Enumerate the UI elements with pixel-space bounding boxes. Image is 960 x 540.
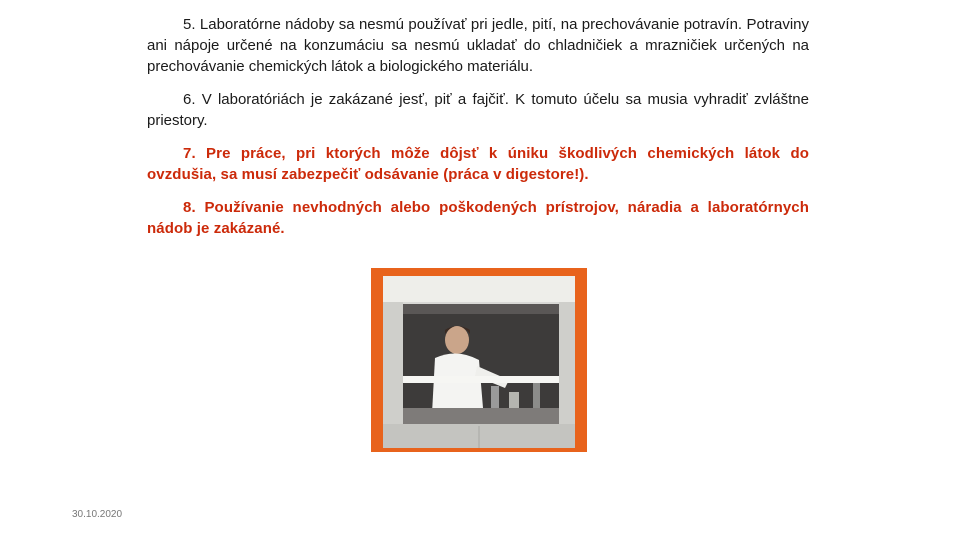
fume-hood-photo bbox=[371, 268, 587, 452]
footer-date: 30.10.2020 bbox=[72, 509, 123, 520]
work-surface bbox=[403, 408, 559, 424]
fume-hood-illustration bbox=[371, 268, 587, 452]
rule-7-paragraph: 7. Pre práce, pri ktorých môže dôjsť k úniku škodlivých chemických látok do ovzdušia, sa musí zabezpečiť odsávanie (práca v digestore!). bbox=[147, 145, 809, 183]
hood-sash bbox=[403, 376, 559, 383]
hood-top-panel bbox=[383, 276, 575, 302]
rules-text-block bbox=[147, 14, 809, 251]
rule-8-paragraph: 8. Používanie nevhodných alebo poškodených prístrojov, náradia a laboratórnych nádob je zakázané. bbox=[147, 199, 809, 237]
rule-6-paragraph: 6. V laboratóriách je zakázané jesť, piť a fajčiť. K tomuto účelu sa musia vyhradiť zvláštne priestory. bbox=[147, 91, 809, 129]
person-head bbox=[445, 326, 469, 354]
bottle-shape bbox=[491, 386, 499, 408]
rule-5-paragraph: 5. Laboratórne nádoby sa nesmú používať pri jedle, pití, na prechovávanie potravín. Potraviny ani nápoje určené na konzumáciu sa nesmú ukladať do chladničiek a mrazničiek určených na prechovávanie chemických látok a biologického materiálu. bbox=[147, 16, 809, 75]
